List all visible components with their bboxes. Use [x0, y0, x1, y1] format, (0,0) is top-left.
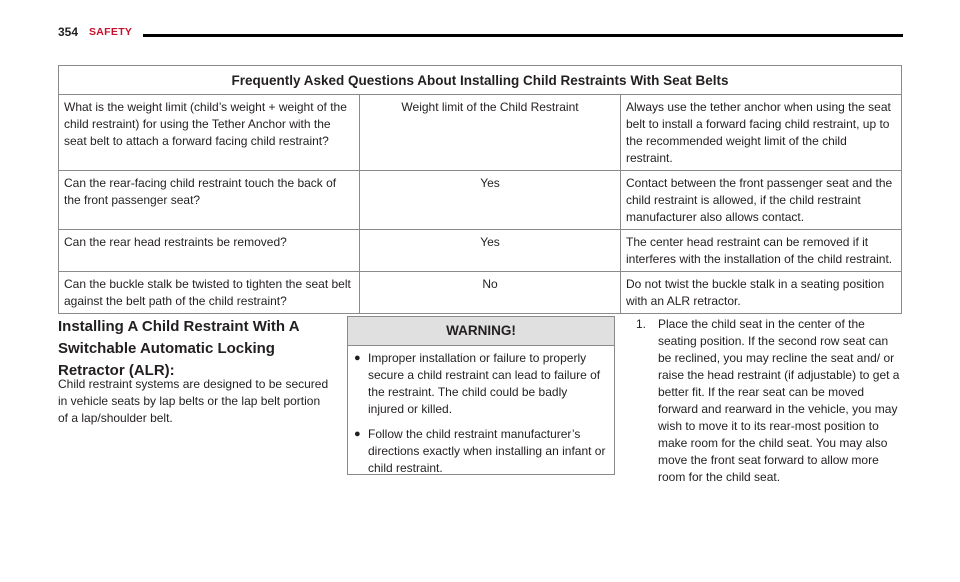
- faq-answer: Yes: [360, 230, 621, 272]
- table-row: [59, 230, 902, 272]
- faq-question: Can the buckle stalk be twisted to tighten the seat belt against the belt path of the child restraint?: [59, 272, 360, 314]
- section-body: Child restraint systems are designed to be secured in vehicle seats by lap belts or the lap belt portion of a lap/shoulder belt.: [58, 377, 329, 425]
- table-row: [59, 272, 902, 314]
- table-row: [59, 95, 902, 171]
- faq-question: Can the rear head restraints be removed?: [59, 230, 360, 272]
- table-row: [59, 171, 902, 230]
- faq-table: [58, 65, 902, 314]
- section-name: SAFETY: [89, 26, 133, 38]
- faq-answer: Weight limit of the Child Restraint: [360, 95, 621, 171]
- faq-note: Always use the tether anchor when using the seat belt to install a forward facing child restraint, up to the recommended weight limit of the child restraint.: [621, 95, 902, 171]
- list-item: [354, 426, 606, 477]
- section-title: Installing A Child Restraint With A Switchable Automatic Locking Retractor (ALR):: [58, 318, 299, 379]
- faq-question: Can the rear-facing child restraint touch the back of the front passenger seat?: [59, 171, 360, 230]
- header-rule: [143, 34, 903, 37]
- faq-answer: No: [360, 272, 621, 314]
- step-number: 1.: [636, 317, 647, 331]
- step-text: Place the child seat in the center of the seating position. If the second row seat can be reclined, you may recline the seat and/ or raise the head restraint (if adjustable) to get a better fit. If the rear seat can be moved forward and rearward in the vehicle, you may wish to move it to its rear-most position to make room for the child seat. You may also move the front seat forward to allow more room for the child seat.: [658, 317, 900, 484]
- page-header: [58, 25, 903, 45]
- warning-item-text: Improper installation or failure to properly secure a child restraint can lead to failure of the restraint. The child could be badly injured or killed.: [368, 351, 601, 416]
- warning-box: [347, 316, 615, 475]
- warning-item-text: Follow the child restraint manufacturer’s directions exactly when installing an infant or child restraint.: [368, 427, 606, 475]
- faq-note: Contact between the front passenger seat and the child restraint is allowed, if the child restraint manufacturer also allows contact.: [621, 171, 902, 230]
- step-item: [636, 316, 904, 486]
- faq-question: What is the weight limit (child’s weight + weight of the child restraint) for using the Tether Anchor with the seat belt to attach a forward facing child restraint?: [59, 95, 360, 171]
- bullet-icon: ●: [354, 428, 361, 440]
- faq-table-title: Frequently Asked Questions About Installing Child Restraints With Seat Belts: [59, 66, 902, 95]
- faq-note: The center head restraint can be removed if it interferes with the installation of the child restraint.: [621, 230, 902, 272]
- warning-list: [348, 346, 614, 477]
- faq-note: Do not twist the buckle stalk in a seating position with an ALR retractor.: [621, 272, 902, 314]
- bullet-icon: ●: [354, 352, 361, 364]
- faq-answer: Yes: [360, 171, 621, 230]
- warning-heading: WARNING!: [348, 317, 614, 346]
- list-item: [354, 350, 606, 418]
- page-number: 354: [58, 25, 79, 39]
- installation-steps: [636, 316, 904, 486]
